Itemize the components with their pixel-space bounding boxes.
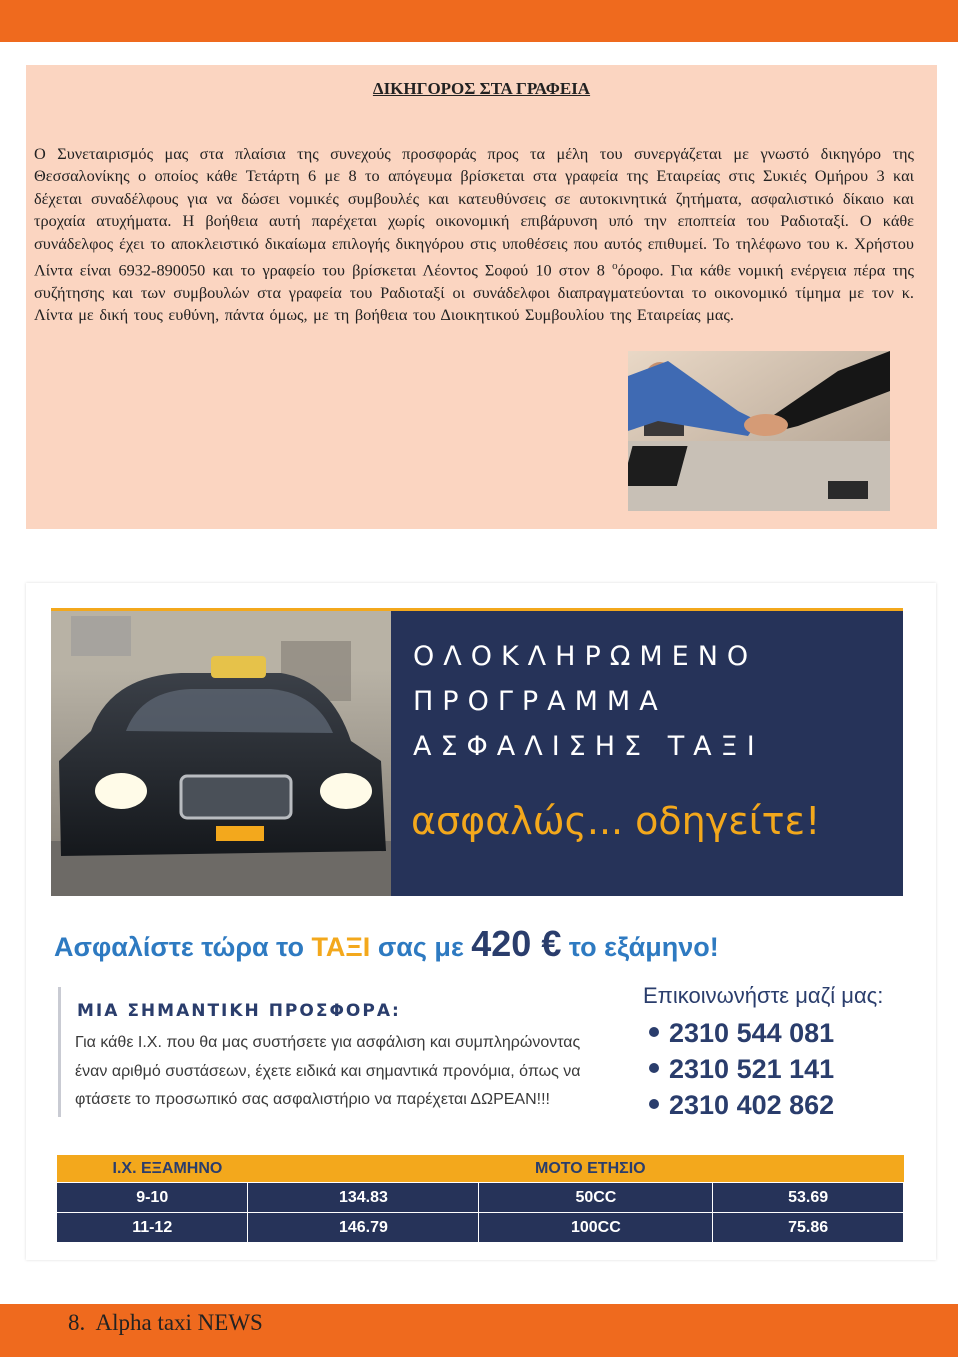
rates-header-moto: ΜΟΤΟ ΕΤΗΣΙΟ — [479, 1155, 904, 1183]
phone-number: 2310 402 862 — [643, 1087, 923, 1123]
bullet-icon — [649, 1027, 659, 1037]
table-cell: 75.86 — [713, 1213, 904, 1243]
offer-price: 420 € — [471, 923, 562, 964]
article-title: ΔΙΚΗΓΟΡΟΣ ΣΤΑ ΓΡΑΦΕΙΑ — [372, 79, 591, 98]
taxi-car-photo — [51, 611, 391, 896]
ad-headline-1: ΟΛΟΚΛΗΡΩΜΕΝΟ — [413, 641, 758, 672]
contact-box — [643, 983, 923, 1123]
rates-table — [56, 1155, 904, 1243]
footer-page-label: 8. Alpha taxi NEWS — [68, 1310, 263, 1335]
table-cell: 11-12 — [57, 1213, 248, 1243]
phone-number: 2310 521 141 — [643, 1051, 923, 1087]
lawyer-article — [26, 65, 937, 529]
offer-taxi: ΤΑΞΙ — [311, 932, 371, 962]
top-orange-bar — [0, 0, 958, 42]
special-offer-box — [58, 987, 611, 1117]
floor-superscript: ο — [612, 260, 618, 273]
table-row — [57, 1213, 904, 1243]
bullet-icon — [649, 1099, 659, 1109]
table-cell: 134.83 — [248, 1183, 479, 1213]
article-text: Ο Συνεταιρισμός μας στα πλαίσια της συνεχούς προσφοράς προς τα μέλη του συνεργάζεται με γνωστό δικηγόρο της Θεσσαλονίκης ο οποίος κάθε Τετάρτη 6 με 8 το απόγευμα βρίσκεται στα γραφεία της Εταιρείας στις Συκιές Ομήρου 3 και δέχεται συναδέλφους για να δώσει νομικές συμβουλές και κατευθύνσεις σε αυτοκινητικά ζητήματα, ασφαλιστικό δίκαιο και τροχαία ατυχήματα. Η βοήθεια αυτή παρέχεται χωρίς οικονομική επιβάρυνση υπό την εποπτεία του Ραδιοταξί. Ο κάθε συνάδελφος έχει το αποκλειστικό δικαίωμα επιλογής δικηγόρου στις υποθέσεις που αυτός επιθυμεί. Το τηλέφωνο του κ. Χρήστου Λίντα είναι 6932-890050 και το γραφείο του βρίσκεται Λέοντος Σοφού 10 στον 8 — [34, 144, 914, 280]
table-cell: 50CC — [479, 1183, 713, 1213]
table-cell: 100CC — [479, 1213, 713, 1243]
table-row — [57, 1183, 904, 1213]
offer-text-c: το εξάμηνο! — [561, 932, 719, 962]
taxi-insurance-ad — [26, 583, 936, 1260]
offer-text-b: σας με — [370, 932, 472, 962]
article-body — [34, 143, 914, 327]
table-cell: 9-10 — [57, 1183, 248, 1213]
special-offer-text: Για κάθε Ι.Χ. που θα μας συστήσετε για ασφάλιση και συμπληρώνοντας έναν αριθμό συστάσεων, έχετε ειδικά και σημαντικά προνόμια, όπως να φτάσετε το προσωπικό σας ασφαλιστήριο να παρέχεται ΔΩΡΕΑΝ!!! — [75, 1034, 581, 1108]
handshake-photo — [628, 351, 890, 511]
ad-headline-2: ΠΡΟΓΡΑΜΜΑ — [413, 686, 667, 717]
ad-slogan: ασφαλώς... οδηγείτε! — [411, 799, 821, 843]
table-cell: 146.79 — [248, 1213, 479, 1243]
offer-text-a: Ασφαλίστε τώρα το — [54, 932, 312, 962]
ad-offer — [54, 923, 719, 965]
phone-number: 2310 544 081 — [643, 1015, 923, 1051]
ad-banner — [51, 608, 903, 896]
article-text-end: όροφο. Για κάθε νομική ενέργεια πέρα της συζήτησης και των συμβουλών στα γραφεία του Ραδιοταξί οι συνάδελφοι διαπραγματεύονται το οικονομικό τίμημα με τον κ. Λίντα με δική τους ευθύνη, πάντα όμως, με τη βοήθεια του Διοικητικού Συμβουλίου της Εταιρείας μας. — [34, 260, 914, 325]
special-offer-title: ΜΙΑ ΣΗΜΑΝΤΙΚΗ ΠΡΟΣΦΟΡΑ: — [77, 1001, 401, 1021]
contact-title: Επικοινωνήστε μαζί μας: — [643, 983, 884, 1008]
bullet-icon — [649, 1063, 659, 1073]
ad-headline-3: ΑΣΦΑΛΙΣΗΣ ΤΑΞΙ — [413, 731, 764, 762]
table-cell: 53.69 — [713, 1183, 904, 1213]
rates-header-car: Ι.Χ. ΕΞΑΜΗΝΟ — [57, 1155, 479, 1183]
